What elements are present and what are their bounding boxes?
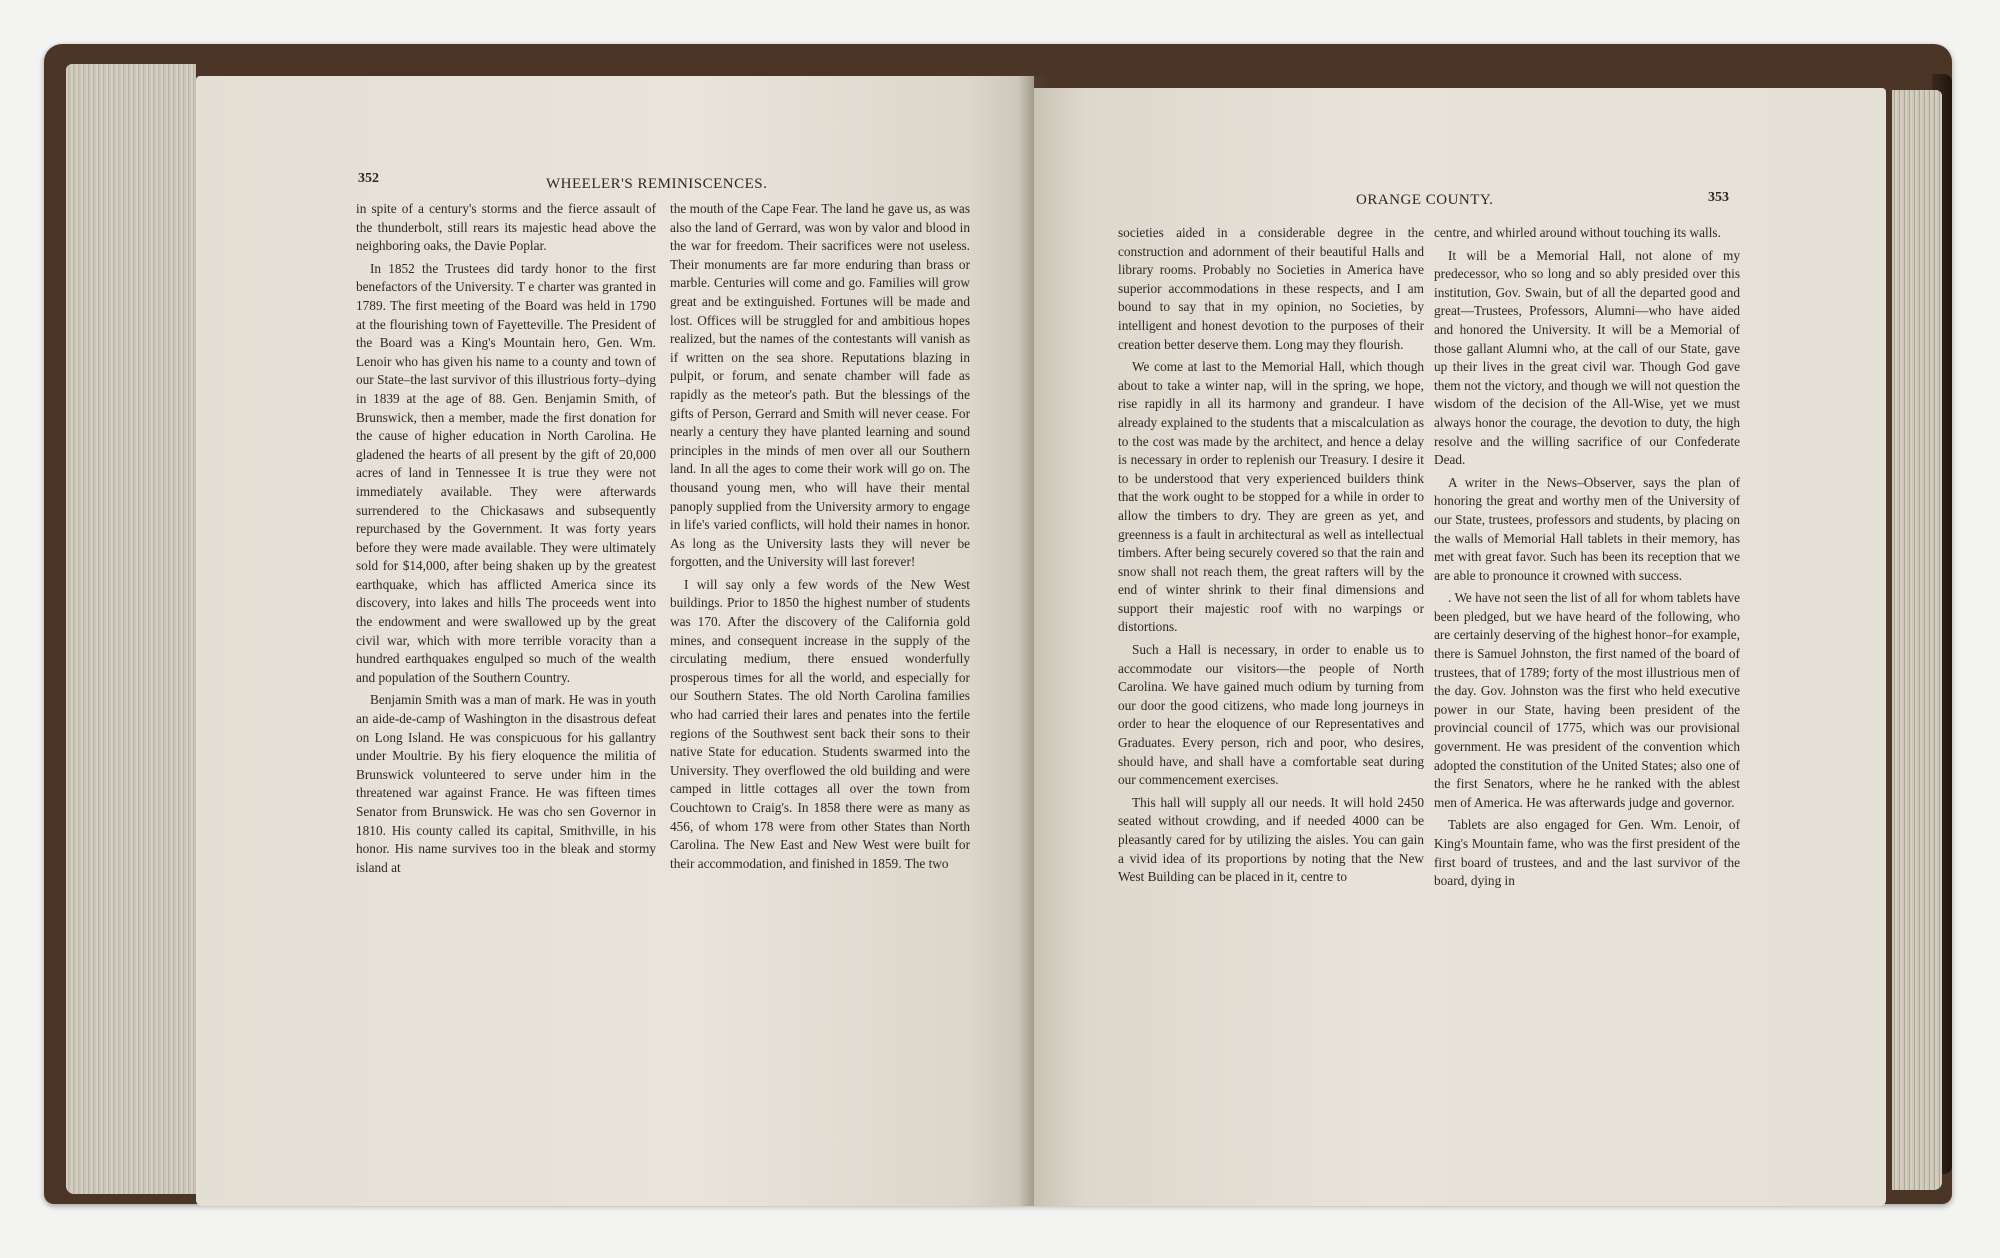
right-page (1034, 88, 1886, 1206)
paragraph: We come at last to the Memorial Hall, which though about to take a winter nap, will in the spring, we hope, rise rapidly in all its harmony and grandeur. I have already explained to the students that a miscalculation as to the cost was made by the architect, and hence a delay is necessary in order to replenish our Treasury. I desire it to be understood that very experienced builders think that the work ought to be stopped for a while in order to allow the timbers to dry. They are green as yet, and greenness is a fault in architectural as well as intellectual timbers. After being securely covered so that the rain and snow shall not reach them, the great rafters will by the end of winter shrink to their final dimensions and support their majestic roof with no warpings or distortions. (1118, 359, 1424, 635)
left-page (196, 76, 1034, 1206)
paragraph: I will say only a few words of the New West buildings. Prior to 1850 the highest number of students was 170. After the discovery of the California gold mines, and consequent increase in the supply of the circulating medium, there ensued wonderfully prosperous times for all the world, and especially for our Southern States. The old North Carolina families who had carried their lares and penates into the fertile regions of the Southwest sent back their sons to their native State for education. Students swarmed into the University. They overflowed the old building and were camped in little cottages all over the town from Couchtown to Craig's. In 1858 there were as many as 456, of whom 178 were from other States than North Carolina. The New East and New West were built for their accommodation, and finished in 1859. The two (670, 576, 970, 871)
paragraph: A writer in the News–Observer, says the plan of honoring the great and worthy men of the University of our State, trustees, professors and students, by placing on the walls of Memorial Hall tablets in their memory, has met with great favor. Such has been its reception that we are able to pronounce it crowned with success. (1434, 474, 1740, 583)
running-head: WHEELER'S REMINISCENCES. (546, 176, 768, 192)
running-head: ORANGE COUNTY. (1356, 192, 1494, 208)
paragraph: Tablets are also engaged for Gen. Wm. Lenoir, of King's Mountain fame, who was the first president of the first board of trustees, and and the last survivor of the board, dying in (1434, 817, 1740, 889)
paragraph: It will be a Memorial Hall, not alone of my predecessor, who so long and so ably presided over this institution, Gov. Swain, but of all the departed good and great—Trustees, Professors, Alumni—who have aided and honored the University. It will be a Memorial of those gallant Alumni who, at the call of our State, gave up their lives in the great civil war. Though God gave them not the victory, and though we will not question the wisdom of the decision of the All-Wise, yet we must always honor the courage, the devotion to duty, the high resolve and the willing sacrifice of our Confederate Dead. (1434, 247, 1740, 468)
paragraph: societies aided in a considerable degree in the construction and adornment of their beautiful Halls and library rooms. Probably no Societies in America have superior accommodations in these respects, and I am bound to say that in my opinion, no Societies, by intelligent and honest devotion to the purposes of their creation better deserve them. Long may they flourish. (1118, 225, 1424, 352)
paragraph: the mouth of the Cape Fear. The land he gave us, as was also the land of Gerrard, was won by valor and blood in the war for freedom. Their sacrifices were not useless. Their monuments are far more enduring than brass or marble. Centuries will come and go. Families will grow great and be extinguished. Fortunes will be made and lost. Offices will be struggled for and ambitious hopes realized, but the names of the contestants will vanish as if written on the sea shore. Reputations blazing in pulpit, or forum, and senate chamber will fade as rapidly as the meteor's path. But the blessings of the gifts of Person, Gerrard and Smith will never cease. For nearly a century they have planted learning and sound principles in the minds of men over all our Southern land. In all the ages to come their work will go on. The thousand young men, who will have their mental panoply supplied from the University armory to engage in life's varied conflicts, will hold their names in honor. As long as the University lasts they will never be forgotten, and the University will last forever! (670, 201, 970, 570)
text-column-1 (1118, 224, 1424, 891)
page-edges-left (66, 64, 196, 1194)
paragraph: In 1852 the Trustees did tardy honor to the first benefactors of the University. T e charter was granted in 1789. The first meeting of the Board was held in 1790 at the flourishing town of Fayetteville. The President of the Board was a King's Mountain hero, Gen. Wm. Lenoir who has given his name to a county and town of our State–the last survivor of this illustrious forty–dying in 1839 at the age of 88. Gen. Benjamin Smith, of Brunswick, then a member, made the first donation for the cause of higher education in North Carolina. He gladened the hearts of all present by the gift of 20,000 acres of land in Tennessee It is true they were not immediately available. They were afterwards surrendered to the Chickasaws and subsequently repurchased by the Government. It was forty years before they were made available. They were ultimately sold for $14,000, after being shaken up by the greatest earthquake, which has afflicted America since its discovery, into lakes and hills The proceeds went into the endowment and were swallowed up by the great civil war, which with more terrible voracity than a hundred earthquakes engulped so much of the wealth and population of the Southern Country. (356, 260, 656, 685)
page-number: 352 (358, 171, 379, 186)
page-edges-right (1892, 90, 1942, 1190)
paragraph: . We have not seen the list of all for whom tablets have been pledged, but we have heard of the following, who are certainly deserving of the highest honor–for example, there is Samuel Johnston, the first named of the board of trustees, that of 1789; forty of the most illustrious men of the day. Gov. Johnston was the first who held executive power in our State, having been president of the provincial council of 1775, which was our provisional government. He was president of the convention which adopted the constitution of the United States; also one of the first Senators, where he he ranked with the ablest men of America. He was afterwards judge and governor. (1434, 590, 1740, 810)
paragraph: This hall will supply all our needs. It will hold 2450 seated without crowding, and if needed 4000 can be pleasantly cared for by utilizing the aisles. You can gain a vivid idea of its proportions by noting that the New West Building can be placed in it, centre to (1118, 794, 1424, 885)
paragraph: centre, and whirled around without touching its walls. (1434, 225, 1721, 240)
text-column-2 (670, 200, 970, 877)
paragraph: in spite of a century's storms and the fierce assault of the thunderbolt, still rears its majestic head above the neighboring oaks, the Davie Poplar. (356, 201, 656, 254)
text-column-1 (356, 200, 656, 881)
paragraph: Such a Hall is necessary, in order to enable us to accommodate our visitors—the people of North Carolina. We have gained much odium by turning from our door the good citizens, who made long journeys in order to hear the eloquence of our Representatives and Graduates. Every person, rich and poor, who desires, should have, and shall have a comfortable seat during our commencement exercises. (1118, 642, 1424, 788)
text-column-2 (1434, 224, 1740, 895)
page-number: 353 (1708, 190, 1729, 205)
paragraph: Benjamin Smith was a man of mark. He was in youth an aide-de-camp of Washington in the disastrous defeat on Long Island. He was conspicuous for his gallantry under Moultrie. By his fiery eloquence the militia of Brunswick volunteered to serve under him in the threatened war against France. He was fifteen times Senator from Brunswick. He was cho sen Governor in 1810. His county called its capital, Smithville, in his honor. His name survives too in the bleak and stormy island at (356, 692, 656, 875)
